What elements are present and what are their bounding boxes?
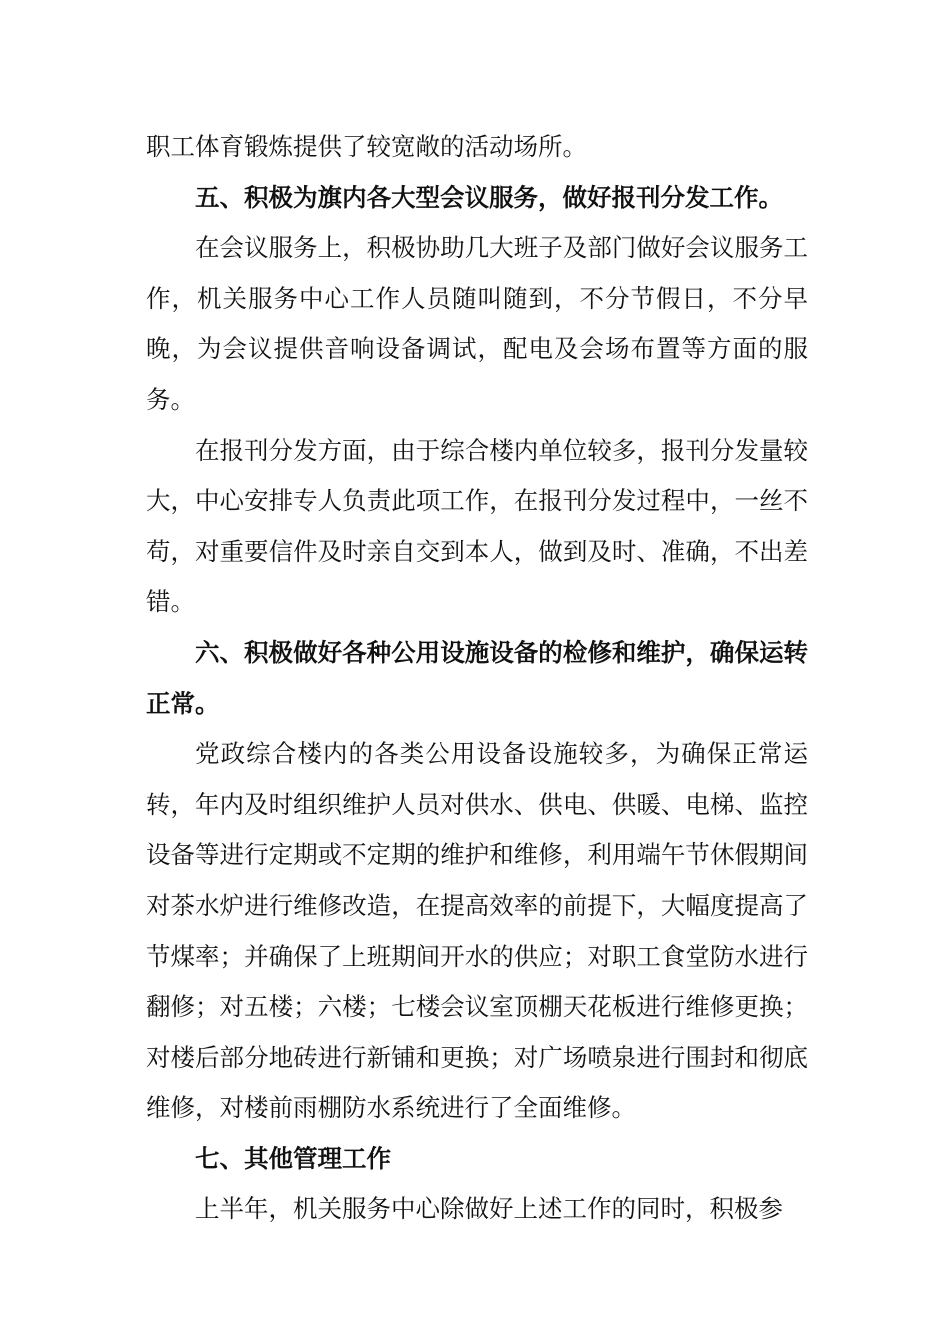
section-heading-7: 七、其他管理工作 xyxy=(195,1143,391,1173)
paragraph-newspaper-distribution: 在报刊分发方面，由于综合楼内单位较多，报刊分发量较大，中心安排专人负责此项工作，在报刊分发过程中，一丝不苟，对重要信件及时亲自交到本人，做到及时、准确，不出差错。 xyxy=(146,435,808,617)
paragraph-facility-maintenance: 党政综合楼内的各类公用设备设施较多，为确保正常运转，年内及时组织维护人员对供水、供电、供暖、电梯、监控设备等进行定期或不定期的维护和维修，利用端午节休假期间对茶水炉进行维修改造，在提高效率的前提下，大幅度提高了节煤率；并确保了上班期间开水的供应；对职工食堂防水进行翻修；对五楼；六楼；七楼会议室顶棚天花板进行维修更换；对楼后部分地砖进行新铺和更换；对广场喷泉进行围封和彻底维修，对楼前雨棚防水系统进行了全面维修。 xyxy=(146,739,808,1123)
paragraph-continuation: 职工体育锻炼提供了较宽敞的活动场所。 xyxy=(146,132,587,161)
paragraph-other-work: 上半年，机关服务中心除做好上述工作的同时，积极参 xyxy=(195,1194,783,1224)
document-body xyxy=(146,122,808,1235)
section-heading-6: 六、积极做好各种公用设施设备的检修和维护，确保运转正常。 xyxy=(146,637,808,718)
paragraph-meeting-service: 在会议服务上，积极协助几大班子及部门做好会议服务工作，机关服务中心工作人员随叫随到，不分节假日，不分早晚，为会议提供音响设备调试，配电及会场布置等方面的服务。 xyxy=(146,233,808,414)
section-heading-5: 五、积极为旗内各大型会议服务，做好报刊分发工作。 xyxy=(195,182,783,212)
